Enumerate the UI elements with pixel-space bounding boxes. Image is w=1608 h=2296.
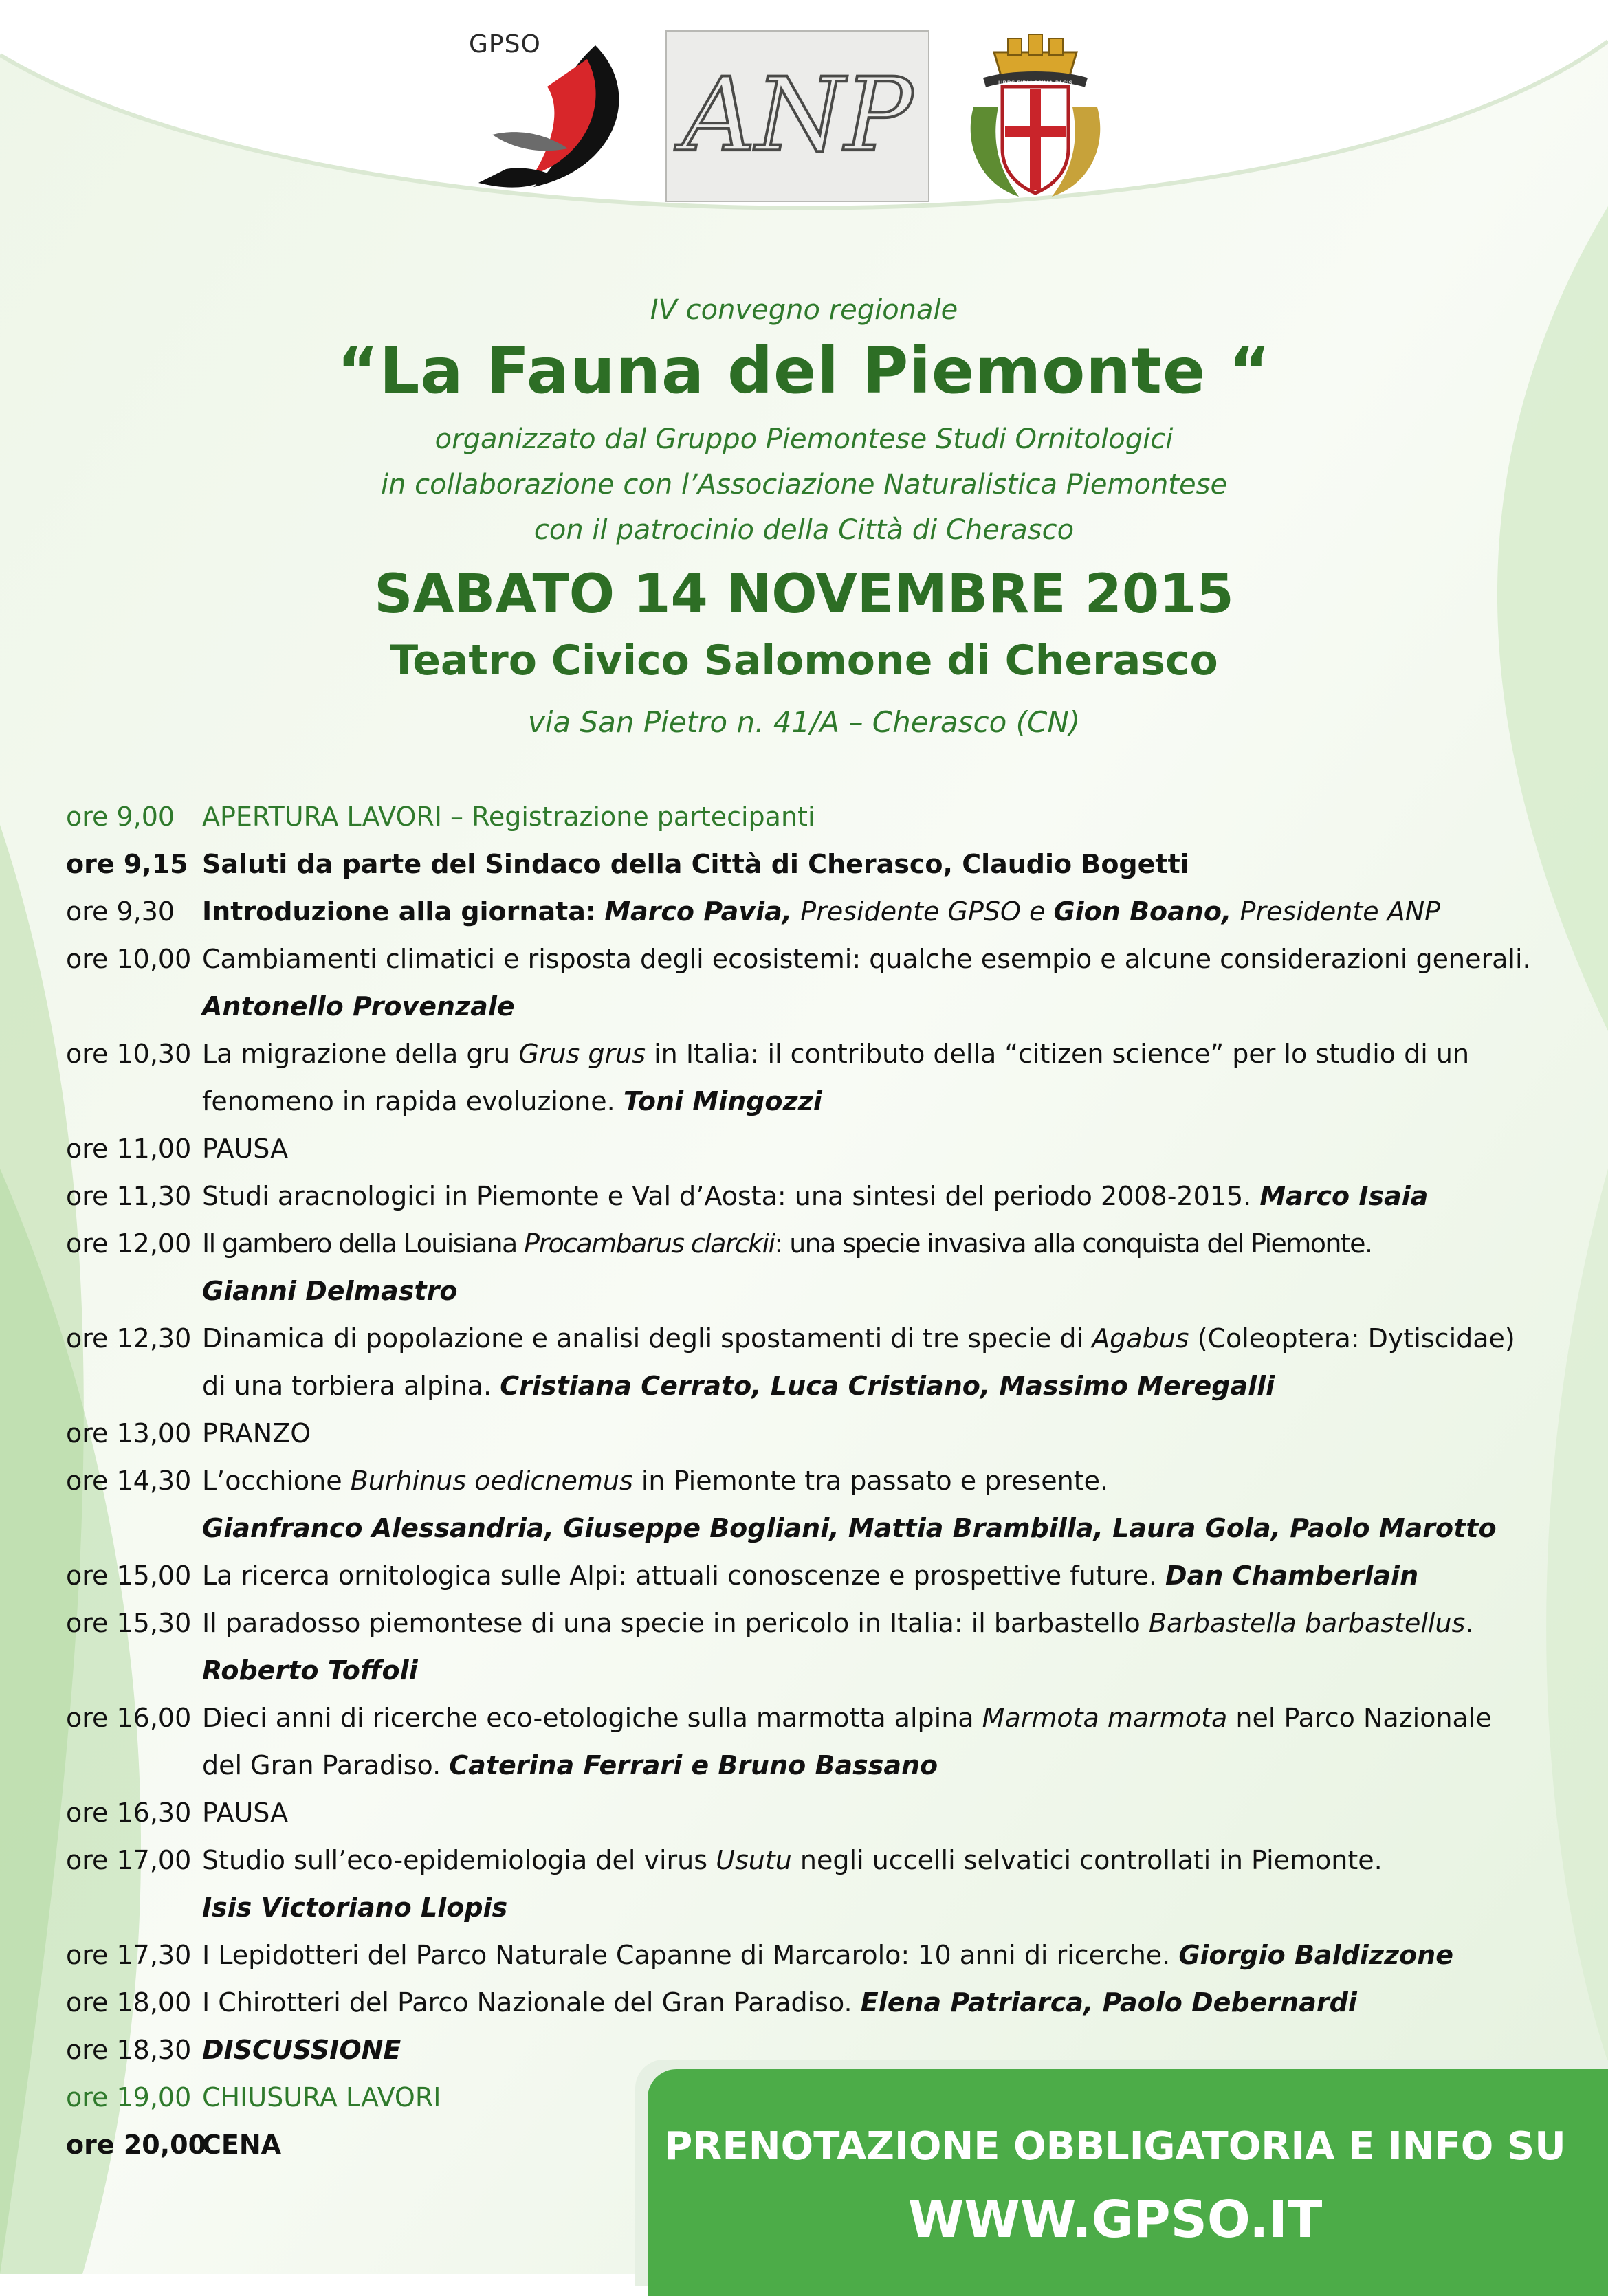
speaker-name: Roberto Toffoli	[202, 1655, 418, 1686]
crest-motto: URBS FIRMISSIMA PACIS	[998, 80, 1073, 87]
program-time: ore 12,30	[66, 1323, 192, 1354]
program-time: ore 11,30	[66, 1181, 192, 1211]
text-part: nel Parco Nazionale	[1235, 1703, 1492, 1733]
website-link[interactable]: WWW.GPSO.IT	[907, 2190, 1323, 2249]
text-part: Introduzione alla giornata:	[202, 896, 597, 927]
program-row-continuation	[66, 983, 1551, 1030]
program-text	[202, 1220, 1551, 1268]
program-row	[66, 1457, 1551, 1505]
species-name: Burhinus oedicnemus	[350, 1466, 633, 1496]
program-row	[66, 1315, 1551, 1362]
program-text: PAUSA	[202, 1798, 289, 1828]
program-time: ore 16,00	[66, 1703, 192, 1733]
program-row-continuation	[66, 1742, 1551, 1789]
program-row	[66, 1695, 1551, 1742]
event-subtitle: IV convegno regionale	[650, 294, 958, 326]
program-row	[66, 2027, 1551, 2074]
text-part: La migrazione della gru	[202, 1039, 511, 1069]
text-part: Presidente GPSO e	[800, 896, 1046, 927]
program-text: CHIUSURA LAVORI	[202, 2082, 441, 2112]
text-part: in Piemonte tra passato e presente.	[641, 1466, 1109, 1496]
program-time: ore 10,00	[66, 944, 192, 974]
program-text	[202, 1600, 1551, 1647]
event-address: via San Pietro n. 41/A – Cherasco (CN)	[527, 705, 1081, 739]
species-name: Procambarus clarckii	[524, 1228, 775, 1259]
reservation-banner	[648, 2069, 1608, 2296]
speaker-name: Toni Mingozzi	[623, 1086, 822, 1116]
program-row	[66, 1979, 1551, 2027]
species-name: Marmota marmota	[982, 1703, 1228, 1733]
program-row	[66, 1552, 1551, 1600]
event-date: SABATO 14 NOVEMBRE 2015	[374, 564, 1234, 626]
program-time: ore 9,15	[66, 849, 188, 879]
text-part: in Italia: il contributo della “citizen science” per lo studio di un	[654, 1039, 1470, 1069]
program-text: Cambiamenti climatici e risposta degli ecosistemi: qualche esempio e alcune considerazioni generali.	[202, 944, 1531, 974]
program-time: ore 18,00	[66, 1987, 192, 2018]
speaker-name: Giorgio Baldizzone	[1178, 1940, 1453, 1970]
program-time: ore 9,00	[66, 802, 175, 832]
program-row-continuation	[66, 1078, 1551, 1125]
program-text: Studi aracnologici in Piemonte e Val d’Aosta: una sintesi del periodo 2008-2015.	[202, 1181, 1252, 1211]
species-name: Agabus	[1092, 1323, 1189, 1354]
reservation-text: PRENOTAZIONE OBBLIGATORIA E INFO SU	[664, 2124, 1566, 2169]
program-row-continuation	[66, 1505, 1551, 1552]
text-part: Il paradosso piemontese di una specie in pericolo in Italia: il barbastello	[202, 1608, 1141, 1638]
program-time: ore 11,00	[66, 1134, 192, 1164]
program-row-continuation	[66, 1884, 1551, 1932]
organizer-block	[0, 417, 1608, 553]
program-text	[202, 1457, 1551, 1505]
program-row	[66, 841, 1551, 888]
program-row	[66, 1410, 1551, 1457]
program-row	[66, 1125, 1551, 1173]
program-text: Saluti da parte del Sindaco della Città di Cherasco, Claudio Bogetti	[202, 849, 1189, 879]
speaker-name: Caterina Ferrari e Bruno Bassano	[449, 1750, 938, 1780]
text-part: .	[1465, 1608, 1474, 1638]
speaker-name: Elena Patriarca, Paolo Debernardi	[860, 1987, 1357, 2018]
program-row	[66, 1600, 1551, 1647]
program-row	[66, 1173, 1551, 1220]
organizer-line: organizzato dal Gruppo Piemontese Studi Ornitologici	[434, 423, 1174, 455]
event-venue: Teatro Civico Salomone di Cherasco	[390, 637, 1218, 685]
text-part: Dinamica di popolazione e analisi degli spostamenti di tre specie di	[202, 1323, 1084, 1354]
text-part: Dieci anni di ricerche eco-etologiche sulla marmotta alpina	[202, 1703, 974, 1733]
species-name: Grus grus	[518, 1039, 646, 1069]
program-time: ore 9,30	[66, 896, 175, 927]
program-text: CENA	[202, 2130, 282, 2160]
speaker-name: Marco Isaia	[1259, 1181, 1429, 1211]
program-text	[202, 1837, 1551, 1884]
program-time: ore 17,00	[66, 1845, 192, 1875]
program-schedule	[66, 793, 1551, 2169]
program-row-continuation	[66, 1362, 1551, 1410]
gpso-logo-label: GPSO	[469, 30, 541, 58]
speaker-name: Isis Victoriano Llopis	[202, 1892, 508, 1923]
speaker-name: Dan Chamberlain	[1165, 1560, 1419, 1591]
program-time: ore 14,30	[66, 1466, 192, 1496]
program-time: ore 16,30	[66, 1798, 192, 1828]
text-part: Il gambero della Louisiana	[202, 1228, 517, 1259]
program-text: I Chirotteri del Parco Nazionale del Gran Paradiso.	[202, 1987, 852, 2018]
program-row	[66, 1837, 1551, 1884]
event-title: “La Fauna del Piemonte “	[337, 334, 1271, 408]
program-row	[66, 888, 1551, 936]
gpso-logo-icon	[465, 32, 630, 197]
program-row-continuation	[66, 1268, 1551, 1315]
collaboration-line: in collaborazione con l’Associazione Naturalistica Piemontese	[380, 469, 1228, 500]
program-text	[202, 1030, 1551, 1078]
program-row	[66, 1932, 1551, 1979]
program-time: ore 18,30	[66, 2035, 192, 2065]
program-time: ore 10,30	[66, 1039, 192, 1069]
program-row	[66, 1789, 1551, 1837]
program-time: ore 12,00	[66, 1228, 192, 1259]
patronage-line: con il patrocinio della Città di Cherasco	[533, 514, 1075, 546]
program-text: DISCUSSIONE	[202, 2035, 401, 2065]
program-text: APERTURA LAVORI – Registrazione partecipanti	[202, 802, 815, 832]
program-text	[202, 1695, 1551, 1742]
text-part: : una specie invasiva alla conquista del Piemonte.	[774, 1228, 1372, 1259]
program-text: I Lepidotteri del Parco Naturale Capanne di Marcarolo: 10 anni di ricerche.	[202, 1940, 1171, 1970]
speaker-name: Marco Pavia,	[604, 896, 793, 927]
program-text	[202, 888, 1551, 936]
program-time: ore 15,30	[66, 1608, 192, 1638]
speaker-name: Gianni Delmastro	[202, 1276, 458, 1306]
program-row	[66, 1030, 1551, 1078]
text-part: del Gran Paradiso.	[202, 1750, 441, 1780]
program-time: ore 17,30	[66, 1940, 192, 1970]
speaker-name: Gianfranco Alessandria, Giuseppe Bogliani, Mattia Brambilla, Laura Gola, Paolo Marotto	[202, 1513, 1497, 1543]
program-text: PAUSA	[202, 1134, 289, 1164]
species-name: Barbastella barbastellus	[1148, 1608, 1466, 1638]
text-part: L’occhione	[202, 1466, 342, 1496]
anp-logo-icon	[667, 32, 928, 201]
anp-logo-text: ANP	[682, 56, 913, 175]
program-text: PRANZO	[202, 1418, 311, 1448]
text-part: (Coleoptera: Dytiscidae)	[1197, 1323, 1515, 1354]
program-time: ore 13,00	[66, 1418, 192, 1448]
program-text	[202, 1315, 1551, 1362]
program-row-continuation	[66, 1647, 1551, 1695]
program-row	[66, 1220, 1551, 1268]
text-part: fenomeno in rapida evoluzione.	[202, 1086, 615, 1116]
logo-bar	[0, 0, 1608, 220]
species-name: Usutu	[716, 1845, 792, 1875]
speaker-name: Gion Boano,	[1053, 896, 1232, 927]
program-time: ore 20,00	[66, 2130, 207, 2160]
anp-logo	[665, 30, 929, 202]
text-part: Presidente ANP	[1240, 896, 1441, 927]
text-part: negli uccelli selvatici controllati in Piemonte.	[800, 1845, 1383, 1875]
speaker-name: Cristiana Cerrato, Luca Cristiano, Massimo Meregalli	[500, 1371, 1275, 1401]
program-row	[66, 936, 1551, 983]
text-part: Studio sull’eco-epidemiologia del virus	[202, 1845, 708, 1875]
program-row	[66, 793, 1551, 841]
speaker-name: Antonello Provenzale	[202, 991, 515, 1022]
program-text: La ricerca ornitologica sulle Alpi: attuali conoscenze e prospettive future.	[202, 1560, 1157, 1591]
text-part: di una torbiera alpina.	[202, 1371, 492, 1401]
cherasco-crest-icon	[957, 32, 1114, 203]
program-time: ore 19,00	[66, 2082, 192, 2112]
program-time: ore 15,00	[66, 1560, 192, 1591]
